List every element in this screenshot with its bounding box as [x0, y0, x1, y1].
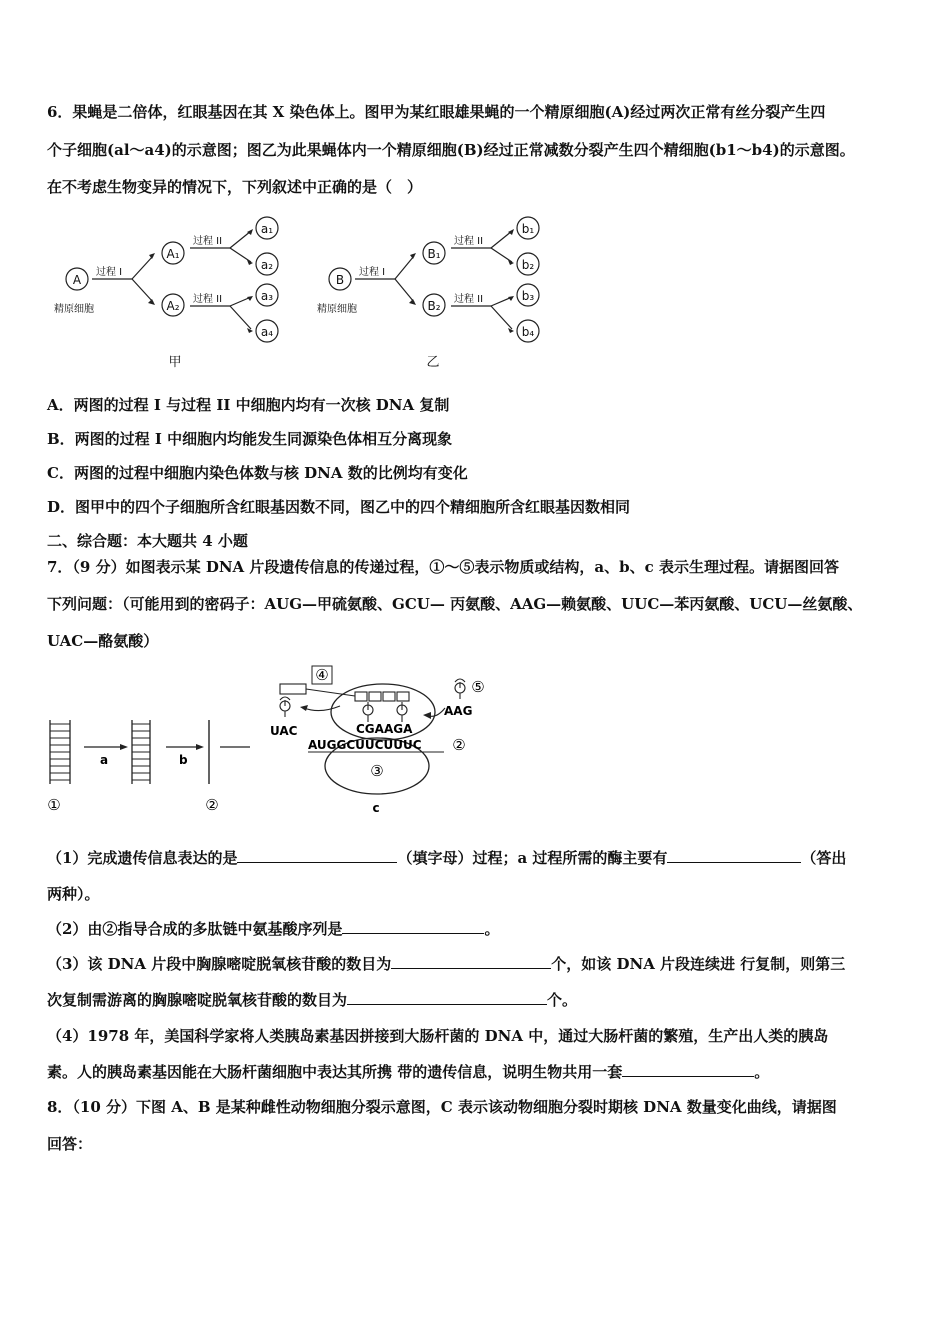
yi-step2-top: 过程 II [454, 236, 484, 247]
yi-caption: 乙 [426, 355, 440, 370]
q7-sub2-blank[interactable] [342, 919, 484, 934]
yi-mid-1: B₁ [427, 247, 441, 261]
q7-sub2-line [47, 919, 499, 939]
jia-root: A [72, 273, 82, 287]
diagram-jia [50, 208, 300, 378]
q7-sub1-blank-2[interactable] [667, 848, 801, 863]
q6-line-2: 个子细胞(al～a4)的示意图；图乙为此果蝇体内一个精原细胞(B)经过正常减数分裂产生四个精细胞(b1～b4)的示意图。 [47, 141, 855, 159]
q7-sub1-line2: 两种）。 [47, 885, 100, 903]
q6-option-a: A．两图的过程 I 与过程 II 中细胞内均有一次核 DNA 复制 [47, 396, 450, 414]
q6-option-c: C．两图的过程中细胞内染色体数与核 DNA 数的比例均有变化 [47, 464, 468, 482]
jia-leaf-4: a₄ [260, 325, 274, 339]
jia-mid-1: A₁ [166, 247, 180, 261]
jia-caption: 甲 [168, 355, 182, 370]
q7-line-1: 7．（9 分）如图表示某 DNA 片段遗传信息的传递过程，①～⑤表示物质或结构，a、b、c 表示生理过程。请据图回答 [47, 558, 839, 576]
q7-line-3: UAC—酪氨酸） [47, 632, 159, 650]
anticodons: CGAAGA [356, 722, 413, 736]
q8-line-2: 回答： [47, 1135, 93, 1153]
label-1: ① [47, 796, 61, 814]
yi-root: B [335, 273, 345, 287]
jia-step2-bottom: 过程 II [193, 294, 223, 305]
q6-line-3: 在不考虑生物变异的情况下，下列叙述中正确的是（ ） [47, 178, 423, 196]
mrna-sequence: AUGGCUUCUUUC [308, 738, 422, 752]
q7-sub4-line1: （4）1978 年，美国科学家将人类胰岛素基因拼接到大肠杆菌的 DNA 中，通过大肠杆菌的繁殖，生产出人类的胰岛 [47, 1027, 829, 1045]
yi-leaf-3: b₃ [521, 289, 535, 303]
q7-sub3-text-4: 个。 [547, 991, 578, 1009]
q7-sub4-line2 [47, 1062, 769, 1082]
jia-leaf-3: a₃ [260, 289, 274, 303]
yi-leaf-2: b₂ [521, 258, 535, 272]
q7-sub1-text-1: （1）完成遗传信息表达的是 [47, 849, 238, 867]
process-c: c [372, 801, 380, 815]
q7-sub3-text-1: （3）该 DNA 片段中胸腺嘧啶脱氧核苷酸的数目为 [47, 955, 392, 973]
q7-sub3-blank-2[interactable] [347, 990, 547, 1005]
diagram-yi [313, 208, 563, 378]
yi-step1: 过程 I [359, 267, 386, 278]
label-4: ④ [315, 666, 329, 684]
dna-rungs-1 [50, 724, 70, 780]
q7-sub2-text-2: 。 [484, 920, 500, 938]
q7-sub3-line1 [47, 954, 845, 974]
q8-line-1: 8．（10 分）下图 A、B 是某种雌性动物细胞分裂示意图，C 表示该动物细胞分裂时期核 DNA 数量变化曲线，请据图 [47, 1098, 837, 1116]
process-a: a [100, 753, 109, 767]
q7-sub3-text-3: 次复制需游离的胸腺嘧啶脱氧核苷酸的数目为 [47, 991, 348, 1009]
yi-step2-bottom: 过程 II [454, 294, 484, 305]
q7-sub3-line2 [47, 990, 577, 1010]
q7-sub1-text-2: （填字母）过程；a 过程所需的酶主要有 [397, 849, 668, 867]
yi-mid-2: B₂ [427, 299, 441, 313]
q6-line-1: 6．果蝇是二倍体，红眼基因在其 X 染色体上。图甲为某红眼雄果蝇的一个精原细胞(A)经过两次正常有丝分裂产生四 [47, 103, 826, 121]
q7-sub3-blank-1[interactable] [391, 954, 551, 969]
q6-option-b: B．两图的过程 I 中细胞内均能发生同源染色体相互分离现象 [47, 430, 453, 448]
jia-step1: 过程 I [96, 267, 123, 278]
q7-sub4-blank[interactable] [622, 1062, 754, 1077]
process-b: b [179, 753, 188, 767]
q7-sub4-text-1: 素。人的胰岛素基因能在大肠杆菌细胞中表达其所携 带的遗传信息，说明生物共用一套 [47, 1063, 623, 1081]
label-5: ⑤ [471, 678, 485, 696]
jia-root-label: 精原细胞 [54, 304, 94, 315]
jia-mid-2: A₂ [166, 299, 180, 313]
q7-sub4-text-2: 。 [754, 1063, 770, 1081]
label-2-left: ② [205, 796, 219, 814]
section-2-heading: 二、综合题：本大题共 4 小题 [47, 532, 248, 550]
jia-step2-top: 过程 II [193, 236, 223, 247]
q6-option-d: D．图甲中的四个子细胞所含红眼基因数不同，图乙中的四个精细胞所含红眼基因数相同 [47, 498, 631, 516]
label-2-right: ② [452, 736, 466, 754]
jia-leaf-2: a₂ [260, 258, 274, 272]
q7-sub1-line1 [47, 848, 846, 868]
codon-uac: UAC [270, 724, 298, 738]
yi-leaf-4: b₄ [521, 325, 535, 339]
q7-sub1-text-3: （答出 [801, 849, 847, 867]
codon-aag: AAG [444, 704, 473, 718]
jia-leaf-1: a₁ [260, 222, 274, 236]
yi-root-label: 精原细胞 [317, 304, 357, 315]
q7-sub1-blank-1[interactable] [237, 848, 397, 863]
q7-sub2-text-1: （2）由②指导合成的多肽链中氨基酸序列是 [47, 920, 343, 938]
q7-sub3-text-2: 个，如该 DNA 片段连续进 行复制，则第三 [551, 955, 846, 973]
yi-leaf-1: b₁ [521, 222, 535, 236]
q7-diagram [40, 660, 510, 820]
label-3: ③ [370, 762, 384, 780]
q7-line-2: 下列问题：（可能用到的密码子：AUG—甲硫氨酸、GCU— 丙氨酸、AAG—赖氨酸、UUC—苯丙氨酸、UCU—丝氨酸、 [47, 595, 863, 613]
